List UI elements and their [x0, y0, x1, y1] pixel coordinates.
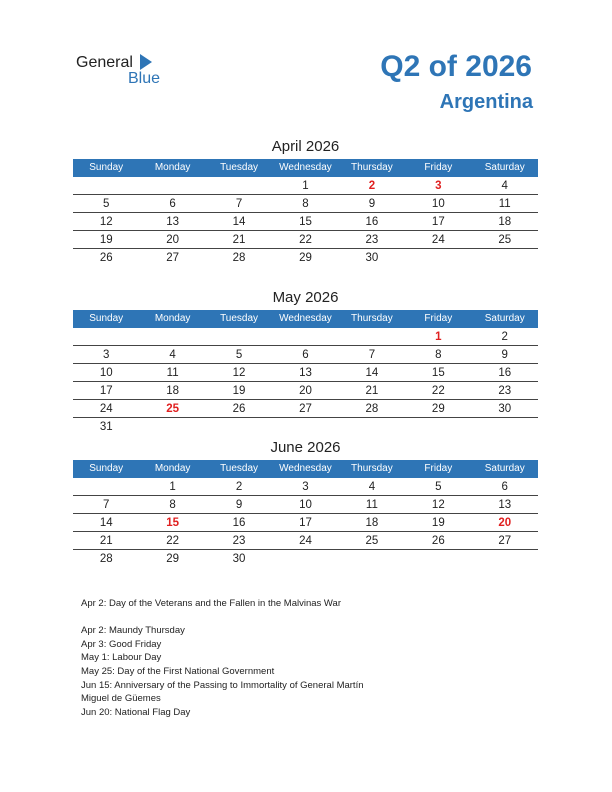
day-cell: 20: [166, 234, 180, 246]
week-row: [73, 478, 538, 496]
holiday-note: May 25: Day of the First National Government: [81, 665, 275, 677]
day-cell: 31: [99, 421, 113, 433]
day-cell: 15: [431, 367, 445, 379]
weekday-label: Tuesday: [220, 162, 259, 173]
day-cell: [339, 418, 405, 436]
day-cell: 12: [431, 499, 445, 511]
day-cell: [206, 328, 272, 345]
day-cell: 12: [232, 367, 246, 379]
day-cell: 17: [99, 385, 113, 397]
day-cell: 3: [302, 481, 309, 493]
weekday-header: [73, 159, 538, 177]
day-cell: [272, 550, 338, 568]
week-row: [73, 514, 538, 532]
holiday-notes: [81, 597, 364, 719]
day-cell: 8: [169, 499, 176, 511]
day-cell: 6: [501, 481, 508, 493]
day-cell: 1: [302, 180, 309, 192]
day-cell: 13: [498, 499, 512, 511]
weekday-label: Tuesday: [220, 463, 259, 474]
weekday-label: Saturday: [484, 463, 525, 474]
day-cell: 27: [498, 535, 512, 547]
day-cell: [272, 328, 338, 345]
day-cell: 10: [99, 367, 113, 379]
day-cell: [139, 177, 205, 194]
week-row: [73, 328, 538, 346]
month-april: [73, 137, 538, 267]
day-cell: [139, 328, 205, 345]
day-cell: 13: [166, 216, 180, 228]
week-row: [73, 213, 538, 231]
weekday-label: Thursday: [351, 463, 393, 474]
day-cell: [139, 418, 205, 436]
day-cell: 25: [365, 535, 379, 547]
week-row: [73, 550, 538, 568]
day-cell: [472, 550, 538, 568]
day-cell: [405, 418, 471, 436]
weekday-header: [73, 310, 538, 328]
day-cell: 1: [169, 481, 176, 493]
day-cell: [206, 418, 272, 436]
day-cell: [472, 249, 538, 267]
logo-general-text: General: [76, 54, 133, 71]
day-cell: 27: [166, 252, 180, 264]
day-cell: 4: [368, 481, 376, 493]
day-cell: 4: [501, 180, 508, 192]
weekday-label: Wednesday: [279, 162, 332, 173]
weekday-label: Sunday: [89, 463, 124, 474]
weekday-label: Monday: [154, 162, 191, 173]
day-cell: 24: [431, 234, 445, 246]
day-cell: 18: [498, 216, 512, 228]
day-cell: 22: [166, 535, 180, 547]
day-cell: 25: [498, 234, 512, 246]
week-row: [73, 418, 538, 436]
day-cell: 26: [232, 403, 246, 415]
day-cell: 9: [235, 499, 243, 511]
weekday-label: Thursday: [351, 313, 393, 324]
day-cell: 10: [299, 499, 312, 511]
day-cell: 17: [299, 517, 312, 529]
holiday-note: May 1: Labour Day: [81, 652, 162, 664]
day-cell: 20: [498, 517, 512, 529]
day-cell: 28: [232, 252, 246, 264]
day-cell: 11: [166, 367, 179, 379]
weekday-label: Friday: [424, 313, 453, 324]
day-cell: 21: [232, 234, 246, 246]
day-cell: 28: [99, 553, 113, 565]
day-cell: [73, 177, 139, 194]
holiday-note: Miguel de Güemes: [81, 693, 161, 705]
day-cell: 11: [365, 499, 378, 511]
day-cell: [472, 418, 538, 436]
day-cell: [73, 478, 139, 495]
day-cell: 20: [299, 385, 312, 397]
day-cell: 8: [435, 349, 442, 361]
weekday-label: Sunday: [89, 162, 124, 173]
week-row: [73, 249, 538, 267]
day-cell: 12: [99, 216, 113, 228]
logo: [76, 54, 176, 90]
month-may: [73, 288, 538, 436]
day-cell: 27: [299, 403, 312, 415]
day-cell: 21: [365, 385, 379, 397]
holiday-note: Apr 2: Day of the Veterans and the Fallen in the Malvinas War: [81, 598, 341, 609]
day-cell: 14: [99, 517, 113, 529]
day-cell: 15: [299, 216, 312, 228]
week-row: [73, 231, 538, 249]
day-cell: 19: [431, 517, 445, 529]
day-cell: 5: [235, 349, 243, 361]
day-cell: [73, 328, 139, 345]
day-cell: 22: [431, 385, 445, 397]
weekday-label: Wednesday: [279, 313, 332, 324]
logo-blue-text: Blue: [128, 70, 161, 87]
holiday-note: Apr 2: Maundy Thursday: [81, 625, 185, 637]
month-title: June 2026: [270, 439, 341, 456]
day-cell: [405, 550, 471, 568]
day-cell: 30: [365, 252, 379, 264]
day-cell: 16: [365, 216, 379, 228]
day-cell: 2: [368, 180, 376, 192]
weekday-label: Tuesday: [220, 313, 259, 324]
day-cell: 24: [299, 535, 312, 547]
day-cell: 5: [103, 198, 110, 210]
week-row: [73, 532, 538, 550]
country-name: Argentina: [439, 91, 533, 113]
day-cell: 4: [169, 349, 176, 361]
holiday-note: Jun 20: National Flag Day: [81, 706, 191, 718]
day-cell: 25: [166, 403, 180, 415]
day-cell: 19: [99, 234, 113, 246]
day-cell: 26: [431, 535, 445, 547]
week-row: [73, 496, 538, 514]
weekday-label: Monday: [154, 313, 191, 324]
weekday-label: Wednesday: [279, 463, 332, 474]
day-cell: 1: [435, 331, 442, 343]
month-title: May 2026: [272, 289, 339, 306]
logo-triangle-icon: [140, 54, 152, 70]
day-cell: 2: [501, 331, 508, 343]
day-cell: [405, 249, 471, 267]
day-cell: 21: [99, 535, 113, 547]
holiday-note: Jun 15: Anniversary of the Passing to Immortality of General Martín: [81, 679, 364, 691]
day-cell: 26: [99, 252, 113, 264]
day-cell: 14: [232, 216, 246, 228]
day-cell: 5: [435, 481, 442, 493]
month-title: April 2026: [271, 138, 340, 155]
day-cell: 16: [498, 367, 512, 379]
week-row: [73, 195, 538, 213]
day-cell: [272, 418, 338, 436]
day-cell: 2: [235, 481, 243, 493]
day-cell: 23: [232, 535, 246, 547]
week-row: [73, 400, 538, 418]
day-cell: 9: [501, 349, 508, 361]
weekday-header: [73, 460, 538, 478]
day-cell: [339, 328, 405, 345]
day-cell: 18: [365, 517, 379, 529]
day-cell: 29: [166, 553, 180, 565]
day-cell: 24: [99, 403, 113, 415]
day-cell: [206, 177, 272, 194]
day-cell: 23: [365, 234, 379, 246]
day-cell: 3: [103, 349, 110, 361]
page-title: Q2 of 2026: [380, 50, 532, 83]
weekday-label: Friday: [424, 463, 453, 474]
day-cell: 14: [365, 367, 379, 379]
day-cell: 17: [431, 216, 445, 228]
week-row: [73, 364, 538, 382]
day-cell: 6: [302, 349, 309, 361]
day-cell: 8: [302, 198, 309, 210]
week-row: [73, 177, 538, 195]
day-cell: 7: [368, 349, 376, 361]
holiday-note: Apr 3: Good Friday: [81, 638, 162, 650]
weekday-label: Sunday: [89, 313, 124, 324]
weekday-label: Saturday: [484, 313, 525, 324]
day-cell: 11: [498, 198, 511, 210]
day-cell: 28: [365, 403, 379, 415]
day-cell: 19: [232, 385, 246, 397]
weekday-label: Saturday: [484, 162, 525, 173]
day-cell: 18: [166, 385, 180, 397]
weekday-label: Friday: [424, 162, 453, 173]
day-cell: 22: [299, 234, 312, 246]
day-cell: 13: [299, 367, 312, 379]
day-cell: 29: [431, 403, 445, 415]
day-cell: 23: [498, 385, 512, 397]
month-june: [73, 438, 538, 568]
weekday-label: Thursday: [351, 162, 393, 173]
week-row: [73, 382, 538, 400]
day-cell: 9: [368, 198, 376, 210]
day-cell: 7: [235, 198, 243, 210]
day-cell: 6: [169, 198, 176, 210]
day-cell: 15: [166, 517, 180, 529]
day-cell: 3: [435, 180, 442, 192]
week-row: [73, 346, 538, 364]
day-cell: 30: [232, 553, 246, 565]
day-cell: 29: [299, 252, 312, 264]
day-cell: 30: [498, 403, 512, 415]
day-cell: [339, 550, 405, 568]
day-cell: 16: [232, 517, 246, 529]
day-cell: 7: [103, 499, 110, 511]
day-cell: 10: [431, 198, 445, 210]
weekday-label: Monday: [154, 463, 191, 474]
